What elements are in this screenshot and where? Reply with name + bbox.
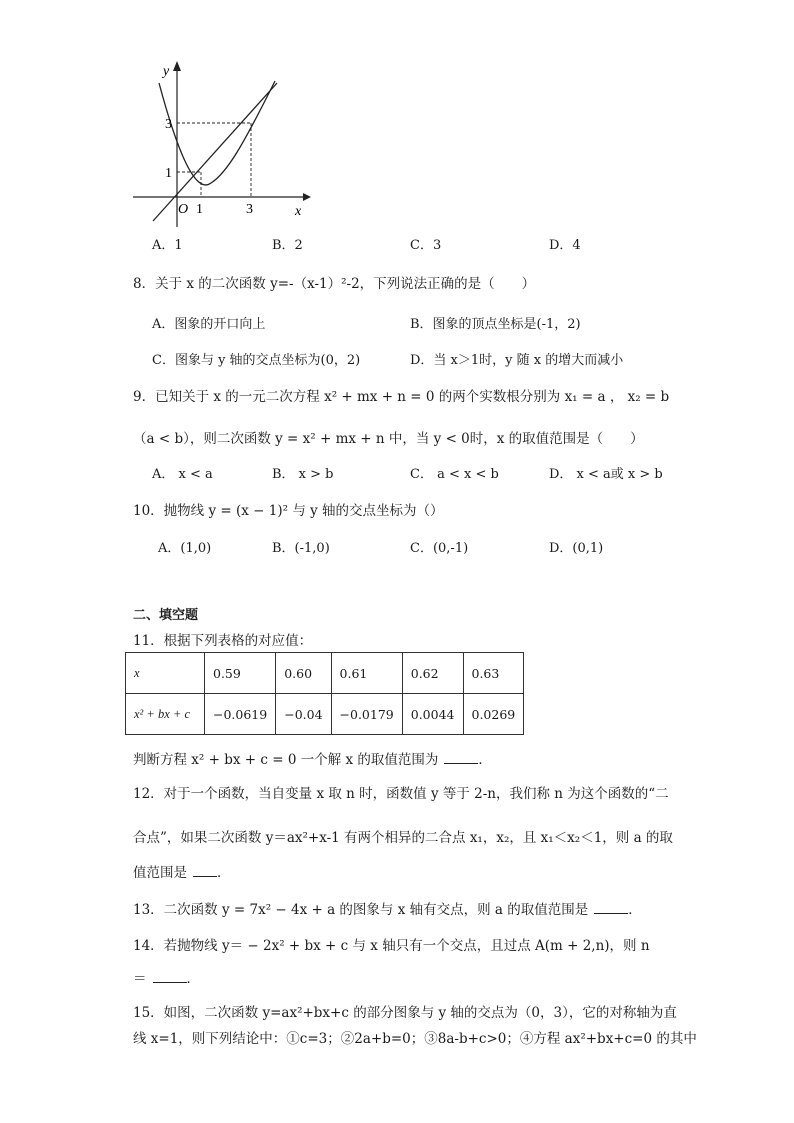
q15-line1: 15．如图，二次函数 y=ax²+bx+c 的部分图象与 y 轴的交点为（0，3），它的对称轴为直 [133,1005,677,1021]
q10-option-d[interactable]: D．(0,1) [549,541,604,556]
axis-y-label: y [163,64,170,79]
period-mark: ． [478,752,492,768]
q11-value-table [125,652,524,735]
q12-line1: 12．对于一个函数，当自变量 x 取 n 时，函数值 y 等于 2-n，我们称 n 为这个函数的“二 [133,786,669,802]
q12-line3-text: 值范围是 [133,865,187,881]
q13-text: 13．二次函数 y = 7x² − 4x + a 的图象与 x 轴有交点，则 a 的取值范围是 [133,902,589,918]
axis-x-label: x [295,204,302,219]
y-tick-1: 1 [165,166,172,181]
q11-stem: 11．根据下列表格的对应值： [133,633,313,649]
table-cell-label-expression: x² + bx + c [126,694,205,735]
table-cell: 0.62 [402,653,463,694]
x-tick-3: 3 [246,202,253,217]
q15-line2: 线 x=1，则下列结论中：①c=3；②2a+b=0；③8a-b+c>0；④方程 ax²+bx+c=0 的其中 [133,1031,697,1047]
table-cell: 0.63 [463,653,524,694]
table-cell: 0.61 [331,653,402,694]
q8-option-a[interactable]: A．图象的开口向上 [152,317,266,332]
period-mark: ． [217,865,231,881]
q8-option-d[interactable]: D．当 x＞1时，y 随 x 的增大而减小 [410,353,624,368]
q9-stem: 9．已知关于 x 的一元二次方程 x² + mx + n = 0 的两个实数根分别为 x₁ = a ， x₂ = b [133,389,670,405]
q9-option-a[interactable]: A． x < a [152,467,213,482]
table-cell: 0.59 [205,653,276,694]
q14-line1: 14．若抛物线 y＝ − 2x² + bx + c 与 x 轴只有一个交点，且过点 A(m + 2,n)，则 n [133,938,650,954]
x-tick-1: 1 [196,202,203,217]
parabola-curve [159,81,275,185]
q14-line2 [133,967,200,987]
table-cell: 0.60 [276,653,331,694]
q11-conclusion [133,748,492,768]
y-axis-arrow [173,61,181,71]
table-cell: −0.0619 [205,694,276,735]
table-row [126,694,524,735]
q7-option-d[interactable]: D．4 [549,238,581,253]
function-graph [125,55,315,230]
y-tick-3: 3 [165,117,172,132]
origin-label: O [178,202,189,217]
table-cell: 0.0269 [463,694,524,735]
q9-option-b[interactable]: B． x > b [272,467,334,482]
q10-option-c[interactable]: C．(0,-1) [410,541,469,556]
table-cell-label-x: x [126,653,205,694]
q11-answer-blank[interactable] [444,751,478,764]
q10-option-a[interactable]: A．(1,0) [158,541,212,556]
line-y-equals-x [153,83,277,221]
table-row [126,653,524,694]
q13 [133,898,642,918]
q9-stem-line2: （a < b），则二次函数 y = x² + mx + n 中，当 y < 0时，x 的取值范围是（ ） [133,431,644,447]
x-axis-arrow [303,193,311,201]
q12-line3 [133,861,231,881]
table-cell: −0.0179 [331,694,402,735]
q14-line2-text: ＝ [133,971,147,987]
q8-option-b[interactable]: B．图象的顶点坐标是(-1，2) [410,317,581,332]
q14-answer-blank[interactable] [153,970,187,983]
q10-stem: 10．抛物线 y = (x − 1)² 与 y 轴的交点坐标为（） [133,503,444,519]
section-title-fill-in: 二、填空题 [133,608,199,623]
period-mark: ． [628,902,642,918]
q12-answer-blank[interactable] [193,864,217,877]
q9-option-d[interactable]: D． x < a或 x > b [549,467,663,482]
q8-stem: 8．关于 x 的二次函数 y=-（x-1）²-2，下列说法正确的是（ ） [133,276,536,292]
period-mark: ． [186,971,200,987]
q11-conclusion-text: 判断方程 x² + bx + c = 0 一个解 x 的取值范围为 [133,752,439,768]
q10-option-b[interactable]: B．(-1,0) [272,541,330,556]
q13-answer-blank[interactable] [594,901,628,914]
q7-option-c[interactable]: C．3 [410,238,442,253]
q7-option-b[interactable]: B．2 [272,238,303,253]
q9-option-c[interactable]: C． a < x < b [410,467,499,482]
table-cell: 0.0044 [402,694,463,735]
q8-option-c[interactable]: C．图象与 y 轴的交点坐标为(0，2) [152,353,361,368]
table-cell: −0.04 [276,694,331,735]
q7-option-a[interactable]: A．1 [152,238,183,253]
q12-line2: 合点”，如果二次函数 y＝ax²+x-1 有两个相异的二合点 x₁，x₂，且 x₁＜x₂＜1，则 a 的取 [133,830,673,846]
